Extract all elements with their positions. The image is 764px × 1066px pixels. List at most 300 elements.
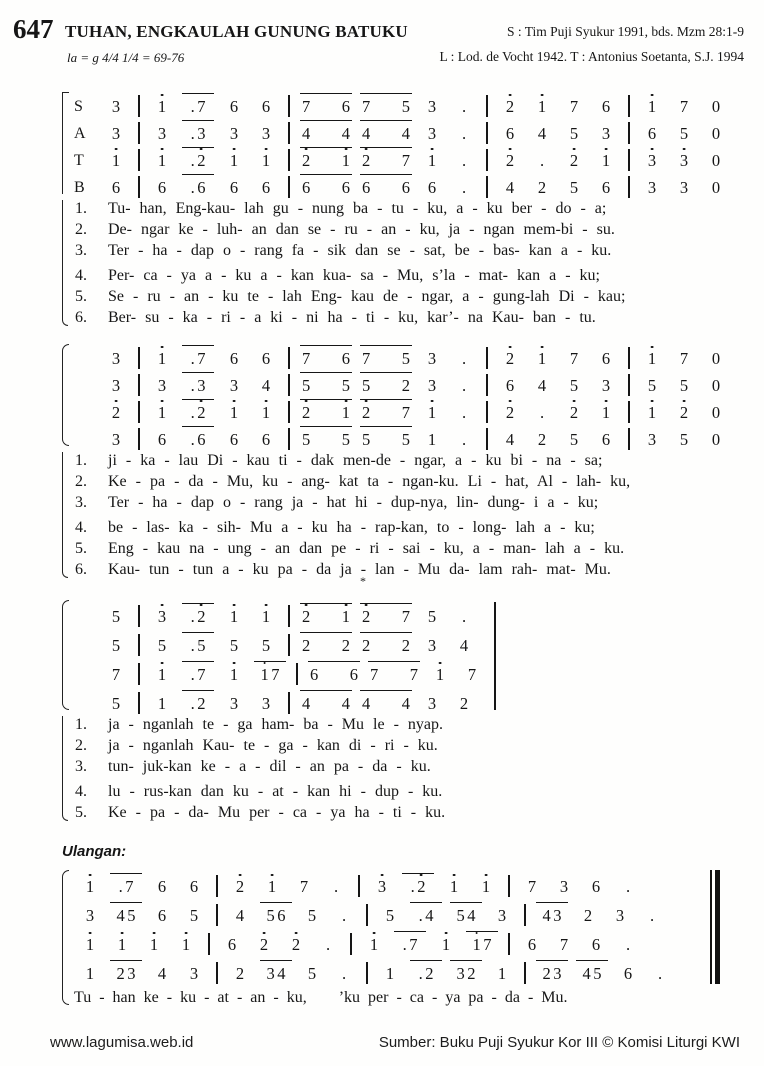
note-digit: 4 [542,905,551,925]
note-cell [438,873,470,897]
note-cell [250,345,282,369]
beam-subgroup [190,429,206,451]
note-cell [250,603,282,627]
barline-stroke [486,149,488,171]
note-cell [146,120,178,144]
verse-number: 5. [75,288,87,305]
barline [132,426,146,450]
key-and-tempo-signature: la = g 4/4 1/4 = 69-76 [67,50,185,65]
octave-dot [200,148,203,151]
barline-stroke [508,933,510,955]
note-digit: 3 [679,177,689,197]
octave-dot [263,932,266,935]
verse-text: De- ngar ke - luh- an dan se - ru - an - ku, ja - ngan mem-bi - su. [108,221,615,238]
barline [132,690,146,714]
barline-stroke [508,875,510,897]
note-digit: 5 [302,429,311,449]
note-digit: 2 [302,609,310,628]
duration-dot: . [402,934,407,954]
octave-dot [161,148,164,151]
note-digit: 2 [506,405,514,424]
beamed-note-group [178,426,218,450]
beam-subgroup [362,150,371,172]
note-cell [256,873,288,897]
note-digit: 0 [711,348,721,368]
duration-dot: . [341,905,347,925]
duration-dot-cell [612,873,644,897]
beam-subgroup [190,150,206,172]
beam-subgroup [190,635,206,657]
note-digit: 3 [111,429,121,449]
note-cell [494,147,526,171]
note-digit: 6 [157,876,167,896]
note-digit: 1 [538,99,546,118]
note-cell [700,399,732,423]
note-cell [456,661,488,685]
note-digit: 3 [378,879,386,898]
note-digit: 1 [450,879,458,898]
note-digit: 5 [593,963,602,983]
note-cell [146,632,178,656]
beamed-note-group [356,632,416,656]
beam-subgroup [401,693,410,715]
note-cell [572,902,604,926]
note-digit: 5 [385,905,395,925]
barline [360,902,374,926]
duration-dot: . [461,348,467,368]
verse-bracket [62,452,68,578]
note-digit: 4 [302,693,311,713]
note-cell [590,147,622,171]
beam-subgroup [401,375,410,397]
beamed-note-group [178,632,218,656]
note-digit: 6 [189,876,199,896]
note-cell [526,174,558,198]
note-cell [700,174,732,198]
verses-1-3 [75,198,625,261]
beamed-note-group [178,661,218,685]
note-digit: 2 [116,963,125,983]
note-cell [526,426,558,450]
beamed-note-group [178,174,218,198]
note-digit: 7 [467,664,477,684]
note-digit: 6 [229,96,239,116]
duration-dot: . [341,963,347,983]
octave-dot [651,400,654,403]
note-digit: 3 [85,905,95,925]
beam-subgroup [401,150,410,172]
verses-4-5 [75,781,445,823]
note-cell [106,931,138,955]
beam-subgroup [190,123,206,145]
beam-subgroup [341,635,350,657]
note-digit: 1 [648,351,656,370]
barline [132,661,146,685]
beam-subgroup [582,963,602,985]
verse-line [75,450,630,471]
octave-dot [161,346,164,349]
hymn-title: TUHAN, ENGKAULAH GUNUNG BATUKU [65,22,408,41]
note-cell [416,632,448,656]
note-digit: 0 [711,375,721,395]
note-digit: 3 [197,123,206,143]
note-cell [224,902,256,926]
duration-dot-cell [448,426,480,450]
note-cell [636,147,668,171]
verse-text: be - las- ka - sih- Mu a - ku ha - rap-kan, to - long- lah a - ku; [108,519,595,536]
note-digit: 2 [570,153,578,172]
barline [132,120,146,144]
note-cell [218,603,250,627]
note-digit: 1 [230,609,238,628]
footer-website-url: www.lagumisa.web.id [50,1034,194,1051]
note-digit: 6 [197,429,206,449]
duration-dot-cell [448,603,480,627]
verse-line [75,265,625,286]
note-cell [558,345,590,369]
verse-number: 3. [75,758,87,775]
beamed-note-group [356,372,416,396]
note-digit: 1 [442,937,450,956]
octave-dot [161,604,164,607]
music-row [74,171,732,198]
note-digit: 2 [197,693,206,713]
music-system-2 [62,342,732,450]
beam-subgroup [302,375,311,397]
verse-line [75,802,445,823]
note-digit: 5 [189,905,199,925]
beamed-note-group [178,690,218,714]
beamed-note-group [296,93,356,117]
barline [282,120,296,144]
note-cell [416,399,448,423]
verse-number: 3. [75,242,87,259]
note-digit: 1 [112,153,120,172]
note-digit: 1 [262,609,270,628]
barline [132,174,146,198]
note-cell [218,372,250,396]
note-digit: 5 [261,635,271,655]
beam-subgroup [266,905,286,927]
verse-line [75,286,625,307]
verse-text: Ke - pa - da- Mu per - ca - ya ha - ti - ku. [108,804,446,821]
note-cell [178,960,210,984]
barline-stroke [628,428,630,450]
music-row [74,598,488,627]
note-cell [146,960,178,984]
note-digit: 6 [227,934,237,954]
note-digit: 2 [459,693,469,713]
note-digit: 3 [427,96,437,116]
note-cell [700,147,732,171]
beam-subgroup [362,348,371,370]
note-digit: 7 [302,348,311,368]
beamed-note-group [356,603,416,627]
note-digit: 2 [236,879,244,898]
note-digit: 3 [497,905,507,925]
note-cell [558,174,590,198]
note-digit: 1 [428,405,436,424]
barline [282,603,296,627]
note-cell [448,690,480,714]
verse-line [75,538,630,559]
beam-subgroup [341,693,350,715]
note-cell [668,93,700,117]
verse-bracket [62,200,68,326]
note-cell [218,661,250,685]
note-cell [590,345,622,369]
octave-dot [233,148,236,151]
note-cell [416,345,448,369]
note-digit: 1 [385,963,395,983]
note-digit: 6 [427,177,437,197]
octave-dot [344,604,347,607]
note-cell [218,399,250,423]
beamed-note-group [178,147,218,171]
barline [622,93,636,117]
note-digit: 6 [591,876,601,896]
note-digit: 1 [157,693,167,713]
octave-dot [373,932,376,935]
note-cell [250,690,282,714]
beamed-note-group [106,960,146,984]
note-digit: 1 [428,153,436,172]
note-digit: 7 [679,348,689,368]
note-cell [416,426,448,450]
note-cell [74,902,106,926]
duration-dot: . [190,635,195,655]
note-digit: 4 [425,905,434,925]
beam-subgroup [310,664,319,686]
octave-dot [295,932,298,935]
note-digit: 0 [711,177,721,197]
verse-text: Ter - ha - dap o - rang fa - sik dan se - sat, be - bas- kan a - ku. [108,242,612,259]
verse-text: Eng - kau na - ung - an dan pe - ri - sai - ku, a - man- lah a - ku. [108,540,625,557]
beam-subgroup [302,429,311,451]
beamed-note-group [406,902,446,926]
verse-text: Ter - ha - dap o - rang ja - hat hi - dup-nya, lin- dung- i a - ku; [108,494,599,511]
duration-dot: . [190,402,195,422]
beam-subgroup [362,693,371,715]
verse-line [75,559,630,580]
note-digit: 3 [157,123,167,143]
note-digit: 3 [197,375,206,395]
duration-dot: . [461,96,467,116]
octave-dot [89,932,92,935]
note-digit: 6 [505,375,515,395]
beamed-note-group [250,661,290,685]
note-digit: 4 [362,123,371,143]
beamed-note-group [390,931,430,955]
barline-stroke [486,401,488,423]
note-cell [100,93,132,117]
note-cell [494,174,526,198]
barline-stroke [138,122,140,144]
note-cell [580,873,612,897]
note-cell [74,873,106,897]
footer-source-credit: Sumber: Buku Puji Syukur Kor III © Komisi Liturgi KWI [378,1034,740,1051]
note-digit: 0 [711,402,721,422]
note-digit: 1 [230,405,238,424]
barline [282,345,296,369]
note-digit: 6 [261,429,271,449]
verse-text: ji - ka - lau Di - kau ti - dak men-de - ngar, a - ku bi - na - sa; [108,452,603,469]
barline [282,632,296,656]
duration-dot: . [649,905,655,925]
note-cell [358,931,390,955]
note-digit: 7 [111,664,121,684]
octave-dot [265,400,268,403]
duration-dot: . [625,876,631,896]
note-digit: 1 [342,153,350,172]
note-cell [288,873,320,897]
barline-stroke [138,605,140,627]
verse-number: 2. [75,737,87,754]
barline [622,120,636,144]
beam-subgroup [418,963,434,985]
barline [480,120,494,144]
beam-subgroup [341,402,350,424]
note-digit: 4 [341,693,350,713]
barline [132,603,146,627]
beam-subgroup [401,123,410,145]
note-cell [296,902,328,926]
octave-dot [233,400,236,403]
verse-number: 2. [75,221,87,238]
note-digit: 7 [569,96,579,116]
note-digit: 5 [569,375,579,395]
beam-subgroup [116,905,136,927]
duration-dot-cell [448,345,480,369]
barline [352,873,366,897]
note-digit: 1 [602,405,610,424]
beamed-note-group [356,345,416,369]
beam-subgroup [190,402,206,424]
note-digit: 5 [127,905,136,925]
barline [132,147,146,171]
note-cell [224,873,256,897]
barline [502,931,516,955]
verse-block-3 [62,714,445,823]
note-cell [218,690,250,714]
beamed-note-group [356,120,416,144]
beam-subgroup [341,429,350,451]
duration-dot-cell [644,960,676,984]
note-digit: 6 [229,429,239,449]
beam-subgroup [341,375,350,397]
note-digit: 7 [401,150,410,170]
note-cell [250,632,282,656]
note-digit: 6 [341,348,350,368]
note-cell [218,147,250,171]
note-cell [636,399,668,423]
barline-stroke [288,692,290,714]
duration-dot: . [190,150,195,170]
barline [360,960,374,984]
note-digit: 2 [362,635,371,655]
note-cell [74,931,106,955]
note-cell [558,93,590,117]
note-digit: 5 [341,429,350,449]
note-digit: 2 [401,635,410,655]
octave-dot [115,400,118,403]
duration-dot: . [461,402,467,422]
note-digit: 7 [401,606,410,626]
octave-dot [161,400,164,403]
note-digit: 5 [362,429,371,449]
beam-subgroup [401,348,410,370]
note-cell [558,399,590,423]
note-digit: 5 [401,96,410,116]
note-cell [516,873,548,897]
music-row [74,117,732,144]
note-digit: 5 [569,177,579,197]
final-double-barline [710,870,720,984]
note-digit: 7 [409,934,418,954]
note-digit: 4 [505,429,515,449]
duration-dot: . [190,429,195,449]
note-digit: 2 [235,963,245,983]
refrain-system [62,868,676,1009]
barline-stroke [486,428,488,450]
note-cell [250,372,282,396]
note-cell [668,345,700,369]
composer-credit: L : Lod. de Vocht 1942. T : Antonius Soetanta, S.J. 1994 [439,49,744,64]
beamed-note-group [296,372,356,396]
beam-subgroup [260,664,280,686]
duration-dot-cell [448,120,480,144]
beam-subgroup [190,375,206,397]
note-cell [100,120,132,144]
note-digit: 3 [427,375,437,395]
duration-dot: . [410,876,415,896]
barline-stroke [288,347,290,369]
barline [202,931,216,955]
barline [132,93,146,117]
note-digit: 6 [229,348,239,368]
note-cell [218,632,250,656]
note-cell [146,690,178,714]
duration-dot: . [657,963,663,983]
beamed-note-group [178,120,218,144]
note-cell [448,632,480,656]
note-digit: 1 [268,879,276,898]
barline-stroke [628,176,630,198]
barline-stroke [288,605,290,627]
barline [282,147,296,171]
note-digit: 2 [362,153,370,172]
verse-number: 6. [75,561,87,578]
beam-subgroup [542,905,562,927]
beam-subgroup [542,963,562,985]
note-cell [178,902,210,926]
refrain-label: Ulangan: [62,843,127,860]
note-digit: 2 [506,153,514,172]
beamed-note-group [106,902,146,926]
verse-number: 1. [75,200,87,217]
music-row [74,955,676,984]
note-digit: 5 [111,635,121,655]
verse-number: 4. [75,267,87,284]
octave-dot [509,94,512,97]
note-digit: 3 [157,375,167,395]
note-cell [526,345,558,369]
verse-block-1 [62,198,625,328]
note-digit: 6 [349,664,358,684]
barline-stroke [628,347,630,369]
note-cell [218,345,250,369]
octave-dot [541,346,544,349]
